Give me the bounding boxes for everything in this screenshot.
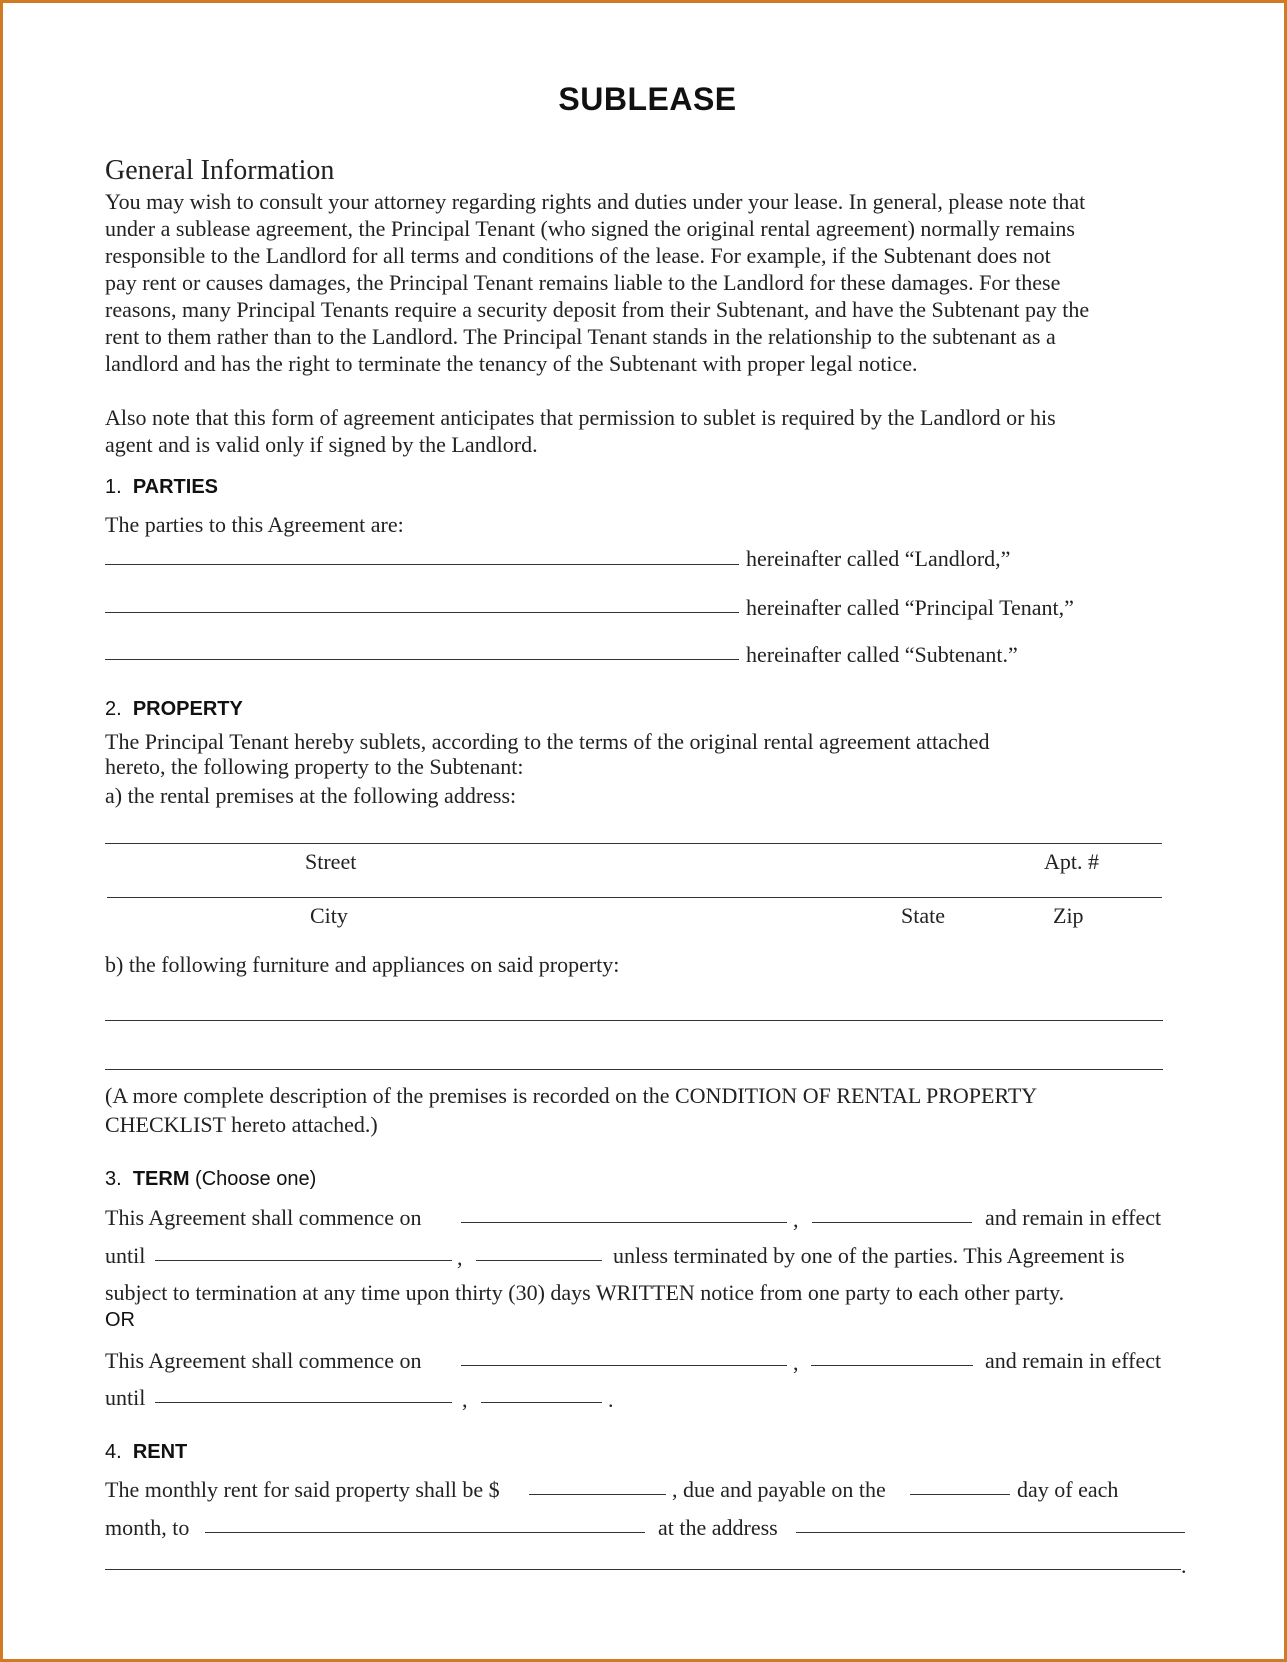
rent-day-line[interactable] — [910, 1494, 1010, 1495]
text-line: agent and is valid only if signed by the Landlord. — [105, 432, 538, 457]
property-item-b: b) the following furniture and appliances on said property: — [105, 952, 620, 977]
general-information-heading: General Information — [105, 155, 335, 186]
text-line: landlord and has the right to terminate the tenancy of the Subtenant with proper legal notice. — [105, 351, 918, 376]
section-rent-heading — [105, 1441, 187, 1464]
street-address-line[interactable] — [105, 843, 1162, 844]
text-line: pay rent or causes damages, the Principal Tenant remains liable to the Landlord for these damages. For these — [105, 270, 1061, 295]
text-line: reasons, many Principal Tenants require a security deposit from their Subtenant, and have the Subtenant pay the — [105, 297, 1090, 322]
term-or-label: OR — [105, 1309, 135, 1331]
section-term-heading — [105, 1168, 316, 1191]
property-intro-line-1: The Principal Tenant hereby sublets, according to the terms of the original rental agreement attached — [105, 729, 990, 754]
commence-date-line[interactable] — [461, 1222, 787, 1223]
apt-label: Apt. # — [1044, 849, 1099, 874]
principal-tenant-label: hereinafter called “Principal Tenant,” — [746, 595, 1074, 620]
until-year-line[interactable] — [476, 1260, 602, 1261]
term-unless-text: unless terminated by one of the parties. This Agreement is — [613, 1243, 1125, 1268]
section-title: RENT — [132, 1441, 188, 1463]
subtenant-label: hereinafter called “Subtenant.” — [746, 642, 1018, 667]
general-paragraph-1 — [105, 188, 1190, 377]
text-line: You may wish to consult your attorney regarding rights and duties under your lease. In general, please note that — [105, 189, 1086, 214]
rent-address-line-2[interactable] — [105, 1569, 1181, 1570]
rent-month-to-label: month, to — [105, 1515, 190, 1540]
section-parties-heading — [105, 476, 218, 499]
period: . — [1181, 1553, 1187, 1578]
commence-year-line-2[interactable] — [811, 1365, 973, 1366]
section-number: 3. — [105, 1168, 122, 1190]
rent-amount-line[interactable] — [529, 1494, 666, 1495]
until-date-line-2[interactable] — [155, 1402, 452, 1403]
landlord-label: hereinafter called “Landlord,” — [746, 546, 1011, 571]
rent-due-label: , due and payable on the — [672, 1477, 886, 1502]
principal-tenant-name-line[interactable] — [105, 612, 739, 613]
rent-address-label: at the address — [658, 1515, 778, 1540]
state-label: State — [901, 903, 945, 928]
until-year-line-2[interactable] — [481, 1402, 602, 1403]
text-line: rent to them rather than to the Landlord. The Principal Tenant stands in the relationship to the subtenant as a — [105, 324, 1056, 349]
parties-intro: The parties to this Agreement are: — [105, 512, 404, 537]
text-line: Also note that this form of agreement anticipates that permission to sublet is required by the Landlord or his — [105, 405, 1056, 430]
commence-year-line[interactable] — [812, 1222, 972, 1223]
term-until-label: until — [105, 1243, 146, 1268]
checklist-note-line-1: (A more complete description of the premises is recorded on the CONDITION OF RENTAL PROPERTY — [105, 1083, 1038, 1108]
commence-date-line-2[interactable] — [461, 1365, 787, 1366]
section-title: PROPERTY — [132, 698, 243, 720]
rent-day-label: day of each — [1017, 1477, 1119, 1502]
section-title: TERM — [132, 1168, 190, 1190]
term-remain-label: and remain in effect — [985, 1205, 1162, 1230]
landlord-name-line[interactable] — [105, 564, 739, 565]
term-commence-label: This Agreement shall commence on — [105, 1205, 422, 1230]
comma: , — [793, 1207, 799, 1232]
section-property-heading — [105, 698, 243, 721]
until-date-line[interactable] — [155, 1260, 452, 1261]
street-label: Street — [305, 849, 357, 874]
rent-amount-label: The monthly rent for said property shall be $ — [105, 1477, 500, 1502]
property-intro-line-2: hereto, the following property to the Subtenant: — [105, 754, 524, 779]
general-paragraph-2 — [105, 404, 1190, 458]
comma: , — [793, 1350, 799, 1375]
document-title: SUBLEASE — [558, 81, 737, 117]
term-remain-label-2: and remain in effect — [985, 1348, 1162, 1373]
subtenant-name-line[interactable] — [105, 659, 739, 660]
rent-address-line[interactable] — [796, 1532, 1185, 1533]
section-number: 4. — [105, 1441, 122, 1463]
section-number: 1. — [105, 476, 122, 498]
property-item-a: a) the rental premises at the following address: — [105, 783, 517, 808]
term-subject-text: subject to termination at any time upon thirty (30) days WRITTEN notice from one party to each other party. — [105, 1280, 1065, 1305]
section-title: PARTIES — [132, 476, 219, 498]
period: . — [608, 1387, 614, 1412]
comma: , — [462, 1387, 468, 1412]
furniture-line-1[interactable] — [105, 1020, 1163, 1021]
city-label: City — [310, 903, 348, 928]
section-number: 2. — [105, 698, 122, 720]
furniture-line-2[interactable] — [105, 1069, 1163, 1070]
rent-payee-line[interactable] — [205, 1532, 645, 1533]
section-subtitle: (Choose one) — [195, 1168, 317, 1190]
term-until-label-2: until — [105, 1385, 146, 1410]
text-line: under a sublease agreement, the Principal Tenant (who signed the original rental agreement) normally remains — [105, 216, 1075, 241]
text-line: responsible to the Landlord for all terms and conditions of the lease. For example, if the Subtenant does not — [105, 243, 1051, 268]
zip-label: Zip — [1053, 903, 1084, 928]
city-state-zip-line[interactable] — [107, 897, 1162, 898]
comma: , — [457, 1245, 463, 1270]
checklist-note-line-2: CHECKLIST hereto attached.) — [105, 1112, 378, 1137]
term-commence-label-2: This Agreement shall commence on — [105, 1348, 422, 1373]
